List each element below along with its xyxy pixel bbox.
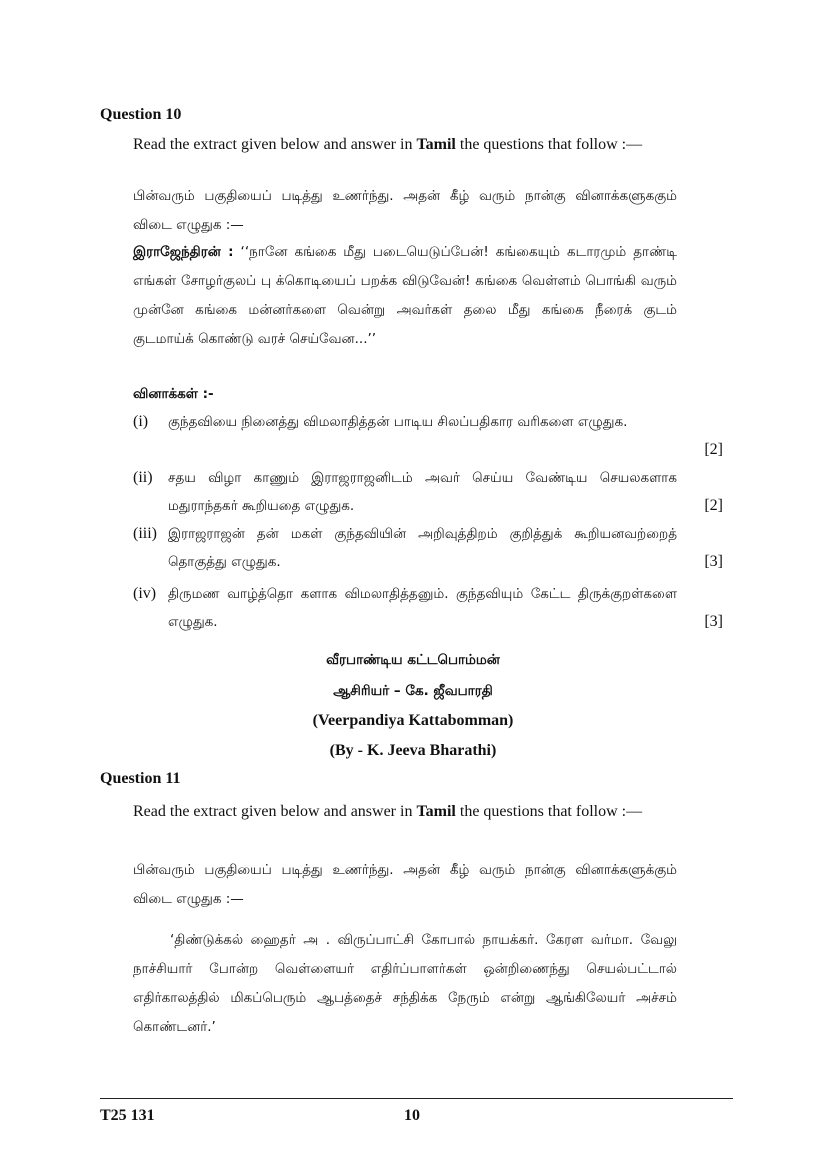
- question-number: (iii): [133, 525, 157, 542]
- question-marks: [3]: [704, 553, 723, 570]
- footer-divider: [100, 1098, 733, 1099]
- question-text: திருமண வாழ்த்தொ களாக விமலாதித்தனும். குந்தவியும் கேட்ட திருக்குறள்களை எழுதுக.: [168, 586, 677, 630]
- question-marks: [2]: [704, 497, 723, 514]
- q10-question-item: [133, 580, 723, 636]
- q10-instr-pre: Read the extract given below and answer in: [133, 136, 417, 153]
- q10-instr-lang: Tamil: [416, 136, 456, 153]
- q11-instr-lang: Tamil: [416, 803, 456, 820]
- question-marks: [3]: [704, 613, 723, 630]
- question-10-heading: Question 10: [100, 106, 182, 123]
- question-number: (iv): [133, 585, 157, 602]
- q10-instruction-english: [133, 130, 677, 159]
- q10-question-item: [133, 408, 723, 464]
- q10-extract-text: ‘‘நானே கங்கை மீது படையெடுப்பேன்! கங்கையும் கடாரமும் தாண்டி எங்கள் சோழர்குலப் பு க்கொடியைப் பறக்க விடுவேன்! கங்கை வெள்ளம் பொங்கி வரும் முன்னே கங்கை மன்னர்களை வென்று அவர்கள் தலை மீது கங்கை நீரைக் குடம் குடமாய்க் கொண்டு வரச் செய்வேன...’’: [133, 244, 677, 347]
- question-number: (i): [133, 413, 149, 430]
- q10-speaker: இராஜேந்திரன் :: [133, 244, 234, 260]
- q10-question-item: [133, 520, 723, 576]
- question-text: சதய விழா காணும் இராஜராஜனிடம் அவர் செய்ய வேண்டிய செயலகளாக மதுராந்தகர் கூறியதை எழுதுக.: [168, 470, 677, 514]
- q10-instruction-tamil: பின்வரும் பகுதியைப் படித்து உணர்ந்து. அதன் கீழ் வரும் நான்கு வினாக்களுககும் விடை எழுதுக :—: [133, 188, 677, 233]
- q11-extract: ‘திண்டுக்கல் ஹைதர் அ . விருப்பாட்சி கோபால் நாயக்கர். கேரள வர்மா. வேலு நாச்சியார் போன்ற வெள்ளையர் எதிர்ப்பாளர்கள் ஒன்றிணைந்து செயல்பட்டால் எதிர்காலத்தில் மிகப்பெரும் ஆபத்தைச் சந்திக்க நேரும் என்று ஆங்கிலேயர் அச்சம் கொண்டனர்.’: [133, 932, 677, 1035]
- q10-instr-post: the questions that follow :—: [455, 136, 643, 153]
- q11-instr-post: the questions that follow :—: [455, 803, 643, 820]
- question-text: குந்தவியை நினைத்து விமலாதித்தன் பாடிய சிலப்பதிகார வரிகளை எழுதுக.: [168, 414, 628, 430]
- section-author-english: (By - K. Jeeva Bharathi): [329, 742, 497, 759]
- q11-instruction-english: [133, 797, 677, 826]
- q11-instr-pre: Read the extract given below and answer in: [133, 803, 417, 820]
- footer-paper-code: T25 131: [100, 1107, 155, 1124]
- q10-questions-label: வினாக்கள் :-: [133, 386, 214, 402]
- footer-page-number: 10: [404, 1107, 420, 1124]
- question-text: இராஜராஜன் தன் மகள் குந்தவியின் அறிவுத்திறம் குறித்துக் கூறியனவற்றைத் தொகுத்து எழுதுக.: [168, 526, 677, 570]
- section-title-english: (Veerpandiya Kattabomman): [312, 712, 514, 729]
- question-11-heading: Question 11: [100, 770, 181, 787]
- section-title-tamil: வீரபாண்டிய கட்டபொம்மன்: [326, 652, 500, 668]
- section-author-tamil: ஆசிரியர் – கே. ஜீவபாரதி: [333, 683, 493, 699]
- q10-question-item: [133, 464, 723, 520]
- q10-extract: [133, 238, 677, 354]
- q11-instruction-tamil: பின்வரும் பகுதியைப் படித்து உணர்ந்து. அதன் கீழ் வரும் நான்கு வினாக்களுக்கும் விடை எழுதுக :—: [133, 862, 677, 907]
- question-number: (ii): [133, 469, 153, 486]
- question-marks: [2]: [704, 441, 723, 458]
- q10-question-list: [133, 408, 723, 636]
